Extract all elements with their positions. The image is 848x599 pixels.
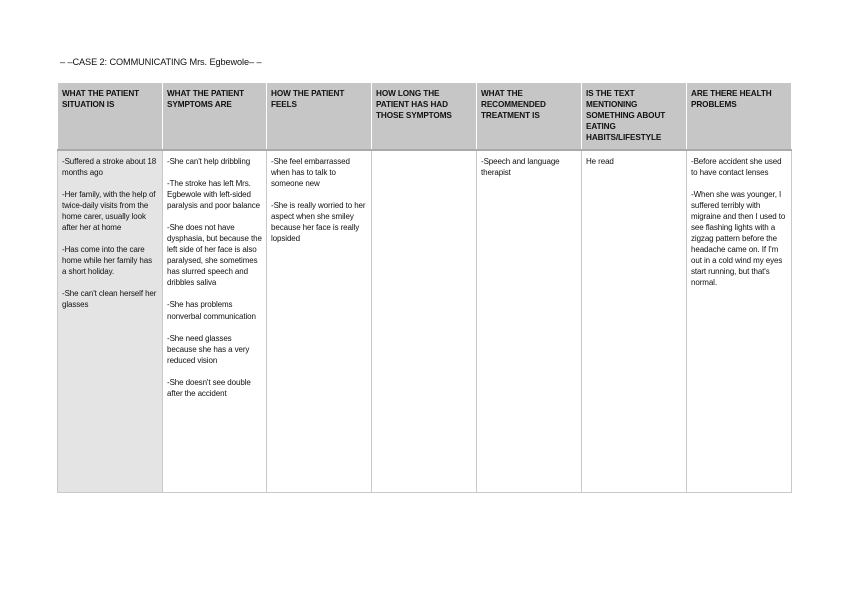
cell-item: He read bbox=[586, 156, 614, 166]
cell-health-problems bbox=[687, 150, 792, 493]
cell-item: -The stroke has left Mrs. Egbewole with left-sided paralysis and poor balance bbox=[167, 178, 261, 210]
page-title: – –CASE 2: COMMUNICATING Mrs. Egbewole– – bbox=[60, 57, 262, 67]
cell-item: -She doesn't see double after the accident bbox=[167, 377, 251, 398]
cell-symptoms bbox=[163, 150, 267, 493]
header-feelings: HOW THE PATIENT FEELS bbox=[267, 83, 372, 150]
cell-item: -She can't clean herself her glasses bbox=[62, 289, 157, 310]
cell-item: -Suffered a stroke about 18 months ago bbox=[62, 156, 157, 177]
header-treatment: WHAT THE RECOMMENDED TREATMENT IS bbox=[477, 83, 582, 150]
cell-treatment bbox=[477, 150, 582, 493]
cell-duration bbox=[372, 150, 477, 493]
table-row bbox=[58, 150, 792, 493]
cell-item: -Her family, with the help of twice-daily visits from the home carer, usually look after her at home bbox=[62, 189, 156, 232]
header-eating-habits: IS THE TEXT MENTIONING SOMETHING ABOUT EATING HABITS/LIFESTYLE bbox=[582, 83, 687, 150]
cell-item: -Has come into the care home while her family has a short holiday. bbox=[62, 245, 152, 277]
header-row bbox=[58, 83, 792, 150]
cell-item: -She need glasses because she has a very reduced vision bbox=[167, 333, 250, 365]
cell-item: -When she was younger, I suffered terribly with migraine and then I used to see flashing lights with a zigzag pattern before the headache came on. If I'm out in a cold wind my eyes start running, but that's normal. bbox=[691, 189, 786, 288]
cell-item: -She is really worried to her aspect when she smiley because her face is really lopsided bbox=[271, 200, 366, 244]
cell-item: -She can't help dribbling bbox=[167, 156, 251, 166]
cell-item: -She does not have dysphasia, but because the left side of her face is also paralysed, she sometimes has slurred speech and dribbles saliva bbox=[167, 222, 262, 288]
header-situation: WHAT THE PATIENT SITUATION IS bbox=[58, 83, 163, 150]
header-health-problems: ARE THERE HEALTH PROBLEMS bbox=[687, 83, 792, 150]
cell-situation bbox=[58, 150, 163, 493]
cell-item: -She feel embarrassed when has to talk to someone new bbox=[271, 156, 350, 188]
cell-item: -Before accident she used to have contact lenses bbox=[691, 156, 782, 177]
header-symptoms: WHAT THE PATIENT SYMPTOMS ARE bbox=[163, 83, 267, 150]
case-table bbox=[57, 82, 792, 493]
header-duration: HOW LONG THE PATIENT HAS HAD THOSE SYMPTOMS bbox=[372, 83, 477, 150]
cell-item: -Speech and language therapist bbox=[481, 156, 560, 177]
cell-item: -She has problems nonverbal communication bbox=[167, 300, 256, 321]
cell-eating-habits bbox=[582, 150, 687, 493]
cell-feelings bbox=[267, 150, 372, 493]
